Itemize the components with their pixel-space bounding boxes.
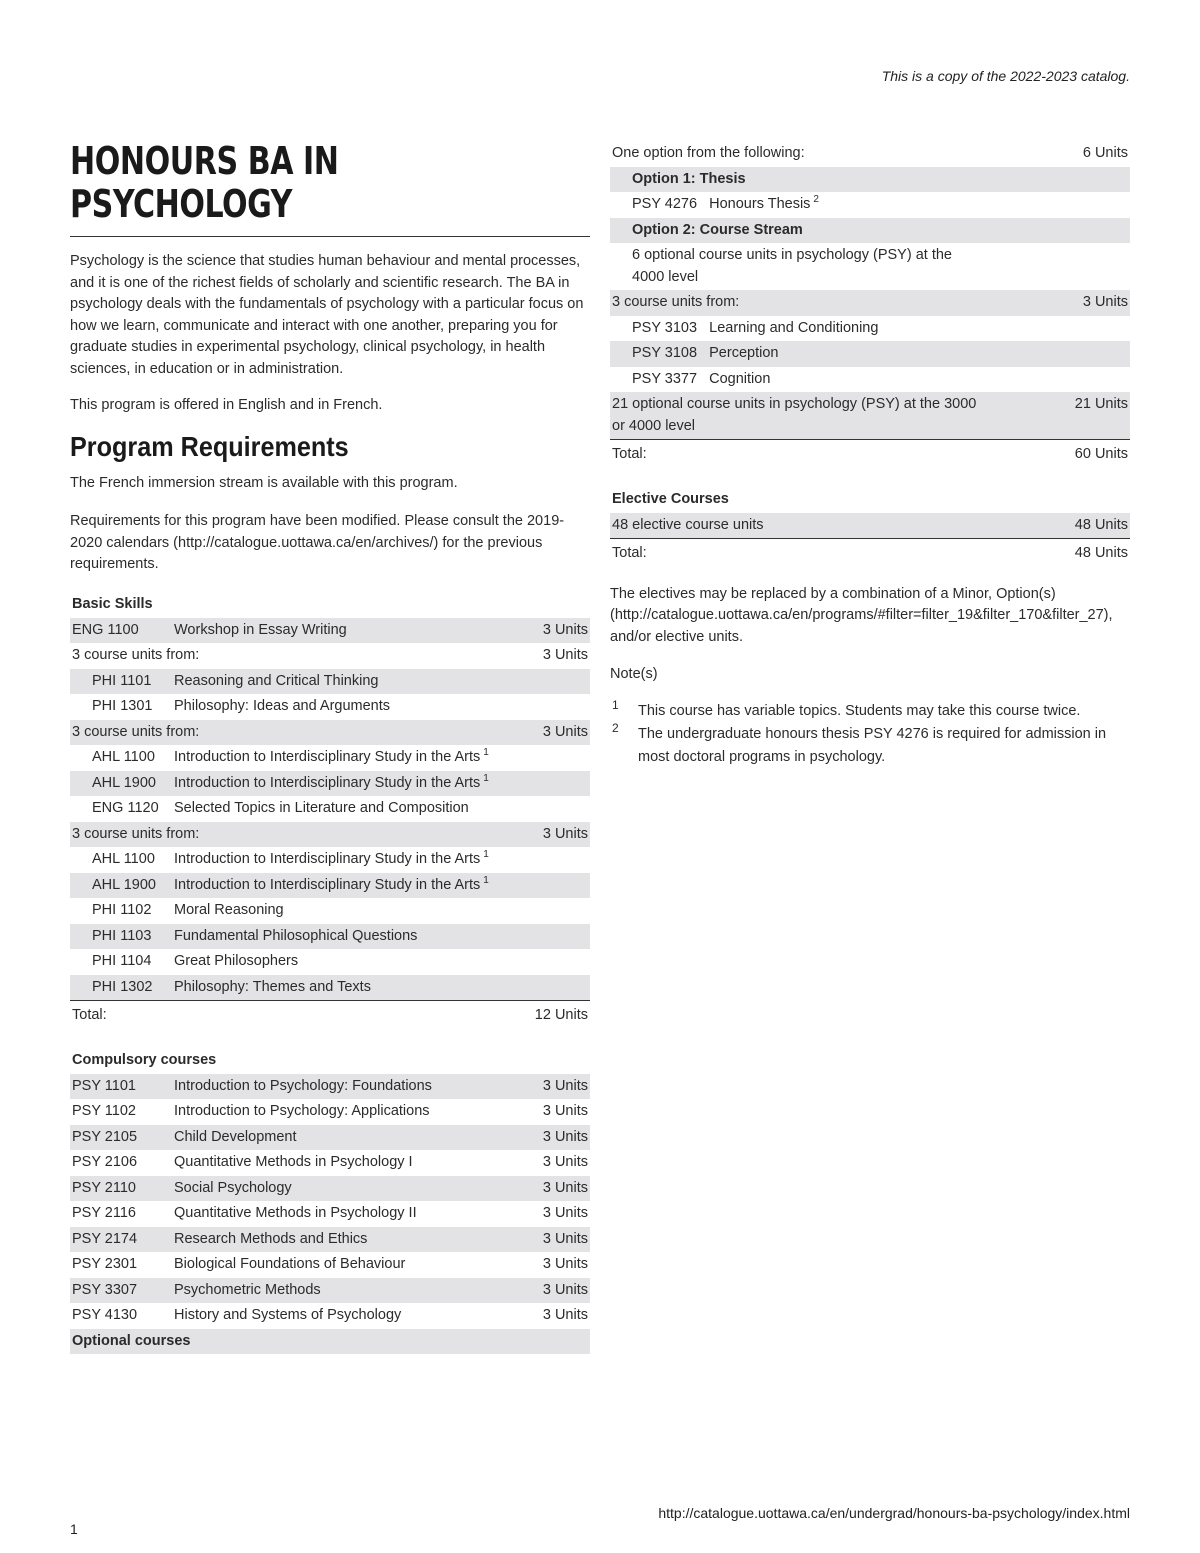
course-code: AHL 1900 <box>70 873 172 899</box>
footnote-number: 2 <box>612 720 619 735</box>
course-row <box>610 341 1130 367</box>
table-row <box>70 873 590 899</box>
compulsory-table <box>70 1074 590 1355</box>
table-row <box>70 1074 590 1100</box>
course-code: PSY 3307 <box>70 1278 172 1304</box>
group-label: 3 course units from: <box>610 290 1046 316</box>
stream-text: 6 optional course units in psychology (PSY) at the 4000 level <box>632 247 952 285</box>
course-title: Reasoning and Critical Thinking <box>172 669 506 695</box>
course-code: PSY 2106 <box>72 1154 138 1170</box>
catalog-copy-note: This is a copy of the 2022-2023 catalog. <box>881 68 1130 84</box>
footnote-number: 1 <box>612 697 619 712</box>
course-title: Quantitative Methods in Psychology II <box>174 1205 417 1221</box>
group-label: 3 course units from: <box>70 720 506 746</box>
right-column <box>610 141 1130 769</box>
electives-note: The electives may be replaced by a combination of a Minor, Option(s) (http://catalogue.uottawa.ca/en/programs/#filter=filter_19&filter_170&filter_27), and/or elective units. <box>610 585 1113 645</box>
notes-heading: Note(s) <box>610 666 658 682</box>
course-code: PSY 4276 <box>632 196 698 212</box>
total-row <box>70 1001 590 1029</box>
table-row <box>70 847 590 873</box>
course-title: Perception <box>709 345 779 361</box>
table-row <box>610 290 1130 316</box>
immersion-note: The French immersion stream is available with this program. <box>70 474 458 491</box>
course-title: Cognition <box>709 370 771 387</box>
intro-paragraph: Psychology is the science that studies human behaviour and mental processes, and it is one of the richest fields of scholarly and scientific research. The BA in psychology deals with the fundamentals of psychology with a particular focus on how we learn, communicate and interact with one another, preparing you for graduate studies in experimental psychology, clinical psychology, in health sciences, in education or in administration. <box>70 253 584 377</box>
language-note: This program is offered in English and in French. <box>70 397 383 413</box>
course-code: PSY 2174 <box>70 1227 172 1253</box>
footnote-1 <box>610 697 1130 723</box>
course-code: PSY 3108 <box>632 345 698 361</box>
table-row <box>70 1227 590 1253</box>
footnote-ref: 1 <box>483 849 489 860</box>
course-title: Introduction to Interdisciplinary Study in the Arts $^1$ <box>174 849 489 867</box>
footnote-text: The undergraduate honours thesis PSY 4276 is required for admission in most doctoral programs in psychology. <box>638 725 1107 765</box>
course-title: Biological Foundations of Behaviour <box>174 1256 406 1272</box>
course-code: PSY 2110 <box>70 1176 172 1202</box>
table-row <box>70 898 590 924</box>
group-label: 48 elective course units <box>610 513 1046 539</box>
course-title: Workshop in Essay Writing <box>172 618 506 644</box>
course-units: 3 Units <box>542 1307 588 1323</box>
total-units: 12 Units <box>506 1001 590 1029</box>
course-code: PHI 1104 <box>92 953 152 969</box>
course-code: PSY 2105 <box>70 1125 172 1151</box>
total-label: Total: <box>610 539 1046 567</box>
page-number: 1 <box>70 1521 78 1537</box>
total-row <box>610 440 1130 468</box>
title-divider <box>70 236 590 237</box>
course-code: PHI 1101 <box>70 669 172 695</box>
table-row <box>70 618 590 644</box>
course-code: AHL 1100 <box>92 851 155 867</box>
table-row <box>70 822 590 848</box>
course-units: 3 Units <box>542 1256 588 1272</box>
group-label: 21 optional course units in psychology (PSY) at the 3000 or 4000 level <box>610 392 1046 440</box>
group-units: 48 Units <box>1046 513 1130 539</box>
course-code: PSY 3377 <box>632 370 698 387</box>
group-units: 21 Units <box>1046 392 1130 440</box>
table-row <box>70 1329 590 1355</box>
table-row <box>610 141 1130 167</box>
table-row <box>610 367 1130 393</box>
table-row <box>70 694 590 720</box>
course-units: 3 Units <box>506 1125 590 1151</box>
footnote-ref: 1 <box>483 772 489 784</box>
option-1-heading: Option 1: Thesis <box>610 167 1130 193</box>
course-code: AHL 1100 <box>92 749 155 765</box>
course-title: Child Development <box>172 1125 506 1151</box>
course-units: 3 Units <box>542 1103 588 1119</box>
course-title: Quantitative Methods in Psychology I <box>174 1154 413 1170</box>
table-row <box>610 392 1130 440</box>
total-label: Total: <box>610 440 1046 468</box>
group-label: 3 course units from: <box>72 647 200 663</box>
course-code: PHI 1102 <box>92 902 152 918</box>
course-title: Introduction to Psychology: Applications <box>174 1103 430 1119</box>
option-2-heading: Option 2: Course Stream <box>610 218 1130 244</box>
footnote-ref: 2 <box>813 194 819 205</box>
course-units: 3 Units <box>506 1227 590 1253</box>
table-row <box>610 341 1130 367</box>
course-title: Introduction to Psychology: Foundations <box>172 1074 506 1100</box>
course-title: Great Philosophers <box>174 953 299 969</box>
table-row <box>70 1201 590 1227</box>
group-label: 3 course units from: <box>70 822 506 848</box>
course-code: PSY 1102 <box>72 1103 136 1119</box>
course-row <box>610 316 1130 342</box>
course-title: History and Systems of Psychology <box>174 1307 402 1323</box>
left-column <box>70 140 590 1354</box>
course-title: Introduction to Interdisciplinary Study in the Arts $^1$ <box>172 873 506 899</box>
total-units: 48 Units <box>1046 539 1130 567</box>
basic-skills-heading: Basic Skills <box>72 595 153 612</box>
course-title: Introduction to Interdisciplinary Study in the Arts $^1$ <box>174 747 489 765</box>
course-code: PSY 2301 <box>72 1256 138 1272</box>
total-label: Total: <box>70 1001 506 1029</box>
elective-heading: Elective Courses <box>612 490 729 507</box>
group-label: One option from the following: <box>612 145 805 161</box>
group-units: 3 Units <box>506 822 590 848</box>
course-title: Philosophy: Themes and Texts <box>172 975 506 1001</box>
total-row <box>610 539 1130 567</box>
course-title: Selected Topics in Literature and Composition <box>174 800 469 816</box>
course-title: Moral Reasoning <box>174 902 284 918</box>
footnote-text: This course has variable topics. Students may take this course twice. <box>638 702 1081 719</box>
table-row <box>70 796 590 822</box>
footnote-2 <box>610 720 1130 769</box>
course-code: PSY 1101 <box>70 1074 172 1100</box>
course-code: ENG 1120 <box>92 800 159 816</box>
course-title: Introduction to Interdisciplinary Study in the Arts $^1$ <box>172 771 506 797</box>
table-row <box>70 924 590 950</box>
thesis-course <box>610 192 1130 218</box>
course-title: Honours Thesis <box>709 196 811 212</box>
footnote-ref: 1 <box>483 874 489 886</box>
course-row <box>610 367 1130 393</box>
basic-skills-table <box>70 618 590 1029</box>
table-row <box>70 771 590 797</box>
table-row <box>610 316 1130 342</box>
modified-note: Requirements for this program have been modified. Please consult the 2019-2020 calendars (http://catalogue.uottawa.ca/en/archives/) for the previous requirements. <box>70 513 565 572</box>
course-units: 3 Units <box>506 1176 590 1202</box>
course-title: Research Methods and Ethics <box>172 1227 506 1253</box>
course-code: PHI 1302 <box>70 975 172 1001</box>
table-row <box>610 192 1130 218</box>
requirements-heading: Program Requirements <box>70 430 349 462</box>
compulsory-heading: Compulsory courses <box>72 1051 217 1068</box>
course-units: 3 Units <box>542 1205 588 1221</box>
table-row <box>70 949 590 975</box>
table-row <box>70 1252 590 1278</box>
table-row <box>610 243 1130 290</box>
table-row <box>70 1303 590 1329</box>
course-units: 3 Units <box>506 1074 590 1100</box>
table-row <box>610 218 1130 244</box>
group-units: 3 Units <box>1046 290 1130 316</box>
course-code: PSY 2116 <box>72 1205 136 1221</box>
course-code: PSY 4130 <box>72 1307 138 1323</box>
course-code: PSY 3103 <box>632 319 698 336</box>
course-title: Fundamental Philosophical Questions <box>172 924 506 950</box>
table-row <box>70 975 590 1001</box>
table-row <box>70 745 590 771</box>
page-title: HONOURS BA IN PSYCHOLOGY <box>70 139 339 226</box>
footnote-ref: 1 <box>483 747 489 758</box>
table-row <box>70 1125 590 1151</box>
course-units: 3 Units <box>506 618 590 644</box>
table-row <box>70 643 590 669</box>
course-title: Social Psychology <box>172 1176 506 1202</box>
table-row <box>70 1278 590 1304</box>
elective-table <box>610 513 1130 567</box>
optional-courses-label: Optional courses <box>70 1329 590 1355</box>
course-units: 3 Units <box>542 1154 588 1170</box>
optional-table <box>610 141 1130 468</box>
course-title: Philosophy: Ideas and Arguments <box>174 698 391 714</box>
group-units: 3 Units <box>506 720 590 746</box>
course-title: Learning and Conditioning <box>709 319 879 336</box>
course-code: PHI 1103 <box>70 924 172 950</box>
course-code: ENG 1100 <box>70 618 172 644</box>
table-row <box>70 1176 590 1202</box>
table-row <box>610 167 1130 193</box>
group-units: 3 Units <box>542 647 588 663</box>
course-units: 3 Units <box>506 1278 590 1304</box>
course-code: PHI 1301 <box>92 698 153 714</box>
total-units: 60 Units <box>1046 440 1130 468</box>
table-row <box>70 669 590 695</box>
table-row <box>70 720 590 746</box>
group-units: 6 Units <box>1082 145 1128 161</box>
table-row <box>70 1150 590 1176</box>
table-row <box>70 1099 590 1125</box>
course-title: Psychometric Methods <box>172 1278 506 1304</box>
table-row <box>610 513 1130 539</box>
course-code: AHL 1900 <box>70 771 172 797</box>
footer-url: http://catalogue.uottawa.ca/en/undergrad/honours-ba-psychology/index.html <box>658 1505 1130 1521</box>
